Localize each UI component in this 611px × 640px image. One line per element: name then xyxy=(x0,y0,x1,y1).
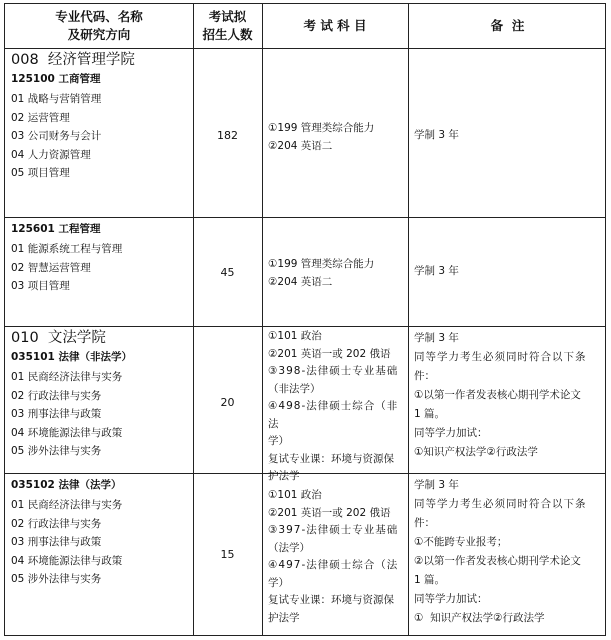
college-name: 008 经济管理学院 xyxy=(11,52,135,68)
note-item: 学制 3 年 xyxy=(414,332,459,344)
major-name: 125601 工程管理 xyxy=(11,223,101,235)
direction-item: 02 行政法律与实务 xyxy=(11,389,102,402)
direction-item: 01 民商经济法律与实务 xyxy=(11,371,123,383)
direction-item: 03 刑事法律与政策 xyxy=(11,408,102,420)
row-3-notes xyxy=(414,329,606,462)
direction-item: 05 涉外法律与实务 xyxy=(11,445,102,457)
subject-item: （非法学） xyxy=(268,382,321,395)
row-2-count: 45 xyxy=(220,266,235,279)
direction-item: 04 环境能源法律与政策 xyxy=(11,426,123,439)
note-item: 同等学力加试： xyxy=(414,593,488,605)
note-item: ①以第一作者发表核心期刊学术论文 xyxy=(414,389,581,401)
row-2-major-cell xyxy=(11,220,191,296)
enrollment-table xyxy=(4,3,606,636)
subject-item: 护法学 xyxy=(268,611,300,624)
direction-item: 05 项目管理 xyxy=(11,167,70,179)
direction-item: 05 涉外法律与实务 xyxy=(11,573,102,585)
direction-item: 02 运营管理 xyxy=(11,111,70,124)
row-4-notes xyxy=(414,476,606,628)
subject-item: 复试专业课：环境与资源保 xyxy=(268,594,394,606)
note-item: 件： xyxy=(414,370,435,382)
subject-item: 学） xyxy=(268,576,289,589)
header-count-line1: 考试拟 xyxy=(208,9,247,24)
row-4-subjects xyxy=(268,487,406,627)
note-item: 1 篇。 xyxy=(414,574,446,586)
note-item: 1 篇。 xyxy=(414,408,446,420)
subject-item: ②204 英语二 xyxy=(268,275,333,288)
column-divider-1 xyxy=(193,4,194,635)
header-major-line2: 及研究方向 xyxy=(67,27,131,42)
note-item: ① 知识产权法学②行政法学 xyxy=(414,612,545,624)
header-count-line2: 招生人数 xyxy=(202,27,253,42)
column-divider-3 xyxy=(408,4,409,635)
subject-item: ①101 政治 xyxy=(268,489,322,501)
row-1-count: 182 xyxy=(217,129,238,142)
header-notes: 备 注 xyxy=(490,18,525,33)
subject-item: ①101 政治 xyxy=(268,330,322,342)
subject-item: ②201 英语一或 202 俄语 xyxy=(268,506,391,519)
subject-item: ③397-法律硕士专业基础 xyxy=(268,524,399,536)
row-1-notes xyxy=(414,126,604,145)
header-divider xyxy=(5,48,605,49)
subject-item: ④497-法律硕士综合（法 xyxy=(268,559,399,571)
subject-item: ②204 英语二 xyxy=(268,139,333,152)
direction-item: 01 能源系统工程与管理 xyxy=(11,243,123,255)
header-notes-cell xyxy=(408,17,607,35)
subject-item: （法学） xyxy=(268,541,310,554)
row-3-count: 20 xyxy=(220,396,235,409)
row-3-major-cell xyxy=(11,329,191,461)
header-subjects-cell xyxy=(262,17,408,35)
row-divider-1 xyxy=(5,217,605,218)
row-1-subjects xyxy=(268,120,406,155)
direction-item: 03 刑事法律与政策 xyxy=(11,536,102,548)
note-item: ①知识产权法学②行政法学 xyxy=(414,446,538,458)
note-item: 学制 3 年 xyxy=(414,265,459,277)
row-4-count: 15 xyxy=(220,548,235,561)
subject-item: ②201 英语一或 202 俄语 xyxy=(268,347,391,360)
direction-item: 02 行政法律与实务 xyxy=(11,517,102,530)
major-name: 125100 工商管理 xyxy=(11,73,101,85)
direction-item: 04 环境能源法律与政策 xyxy=(11,554,123,567)
subject-item: 复试专业课：环境与资源保 xyxy=(268,452,394,465)
subject-item: ①199 管理类综合能力 xyxy=(268,258,375,270)
direction-item: 03 项目管理 xyxy=(11,280,70,292)
header-major-cell xyxy=(5,8,193,44)
note-item: 件： xyxy=(414,517,435,529)
note-item: 同等学力考生必须同时符合以下条 xyxy=(414,351,587,363)
college-name: 010 文法学院 xyxy=(11,330,106,346)
subject-item: 学） xyxy=(268,435,289,447)
header-major-line1: 专业代码、名称 xyxy=(55,9,143,24)
row-1-major-cell xyxy=(11,51,191,183)
header-subjects: 考 试 科 目 xyxy=(303,18,367,33)
major-name: 035101 法律（非法学） xyxy=(11,351,132,363)
row-2-subjects xyxy=(268,256,406,291)
major-name: 035102 法律（法学） xyxy=(11,479,122,491)
note-item: 学制 3 年 xyxy=(414,129,459,141)
note-item: 学制 3 年 xyxy=(414,479,459,491)
direction-item: 01 民商经济法律与实务 xyxy=(11,499,123,511)
direction-item: 01 战略与营销管理 xyxy=(11,93,102,105)
subject-item: ④498-法律硕士综合（非法 xyxy=(268,400,399,430)
direction-item: 02 智慧运营管理 xyxy=(11,261,91,274)
note-item: ②以第一作者发表核心期刊学术论文 xyxy=(414,555,581,567)
row-4-major-cell xyxy=(11,476,191,589)
row-2-notes xyxy=(414,262,604,281)
subject-item: ①199 管理类综合能力 xyxy=(268,122,375,134)
note-item: ①不能跨专业报考； xyxy=(414,536,508,548)
note-item: 同等学力加试： xyxy=(414,427,488,439)
column-divider-2 xyxy=(262,4,263,635)
note-item: 同等学力考生必须同时符合以下条 xyxy=(414,498,587,510)
subject-item: ③398-法律硕士专业基础 xyxy=(268,365,399,377)
direction-item: 03 公司财务与会计 xyxy=(11,130,102,142)
row-divider-2 xyxy=(5,326,605,327)
direction-item: 04 人力资源管理 xyxy=(11,148,91,161)
row-3-subjects xyxy=(268,328,406,486)
subject-item: 护法学 xyxy=(268,470,300,482)
header-count-cell xyxy=(193,8,262,44)
